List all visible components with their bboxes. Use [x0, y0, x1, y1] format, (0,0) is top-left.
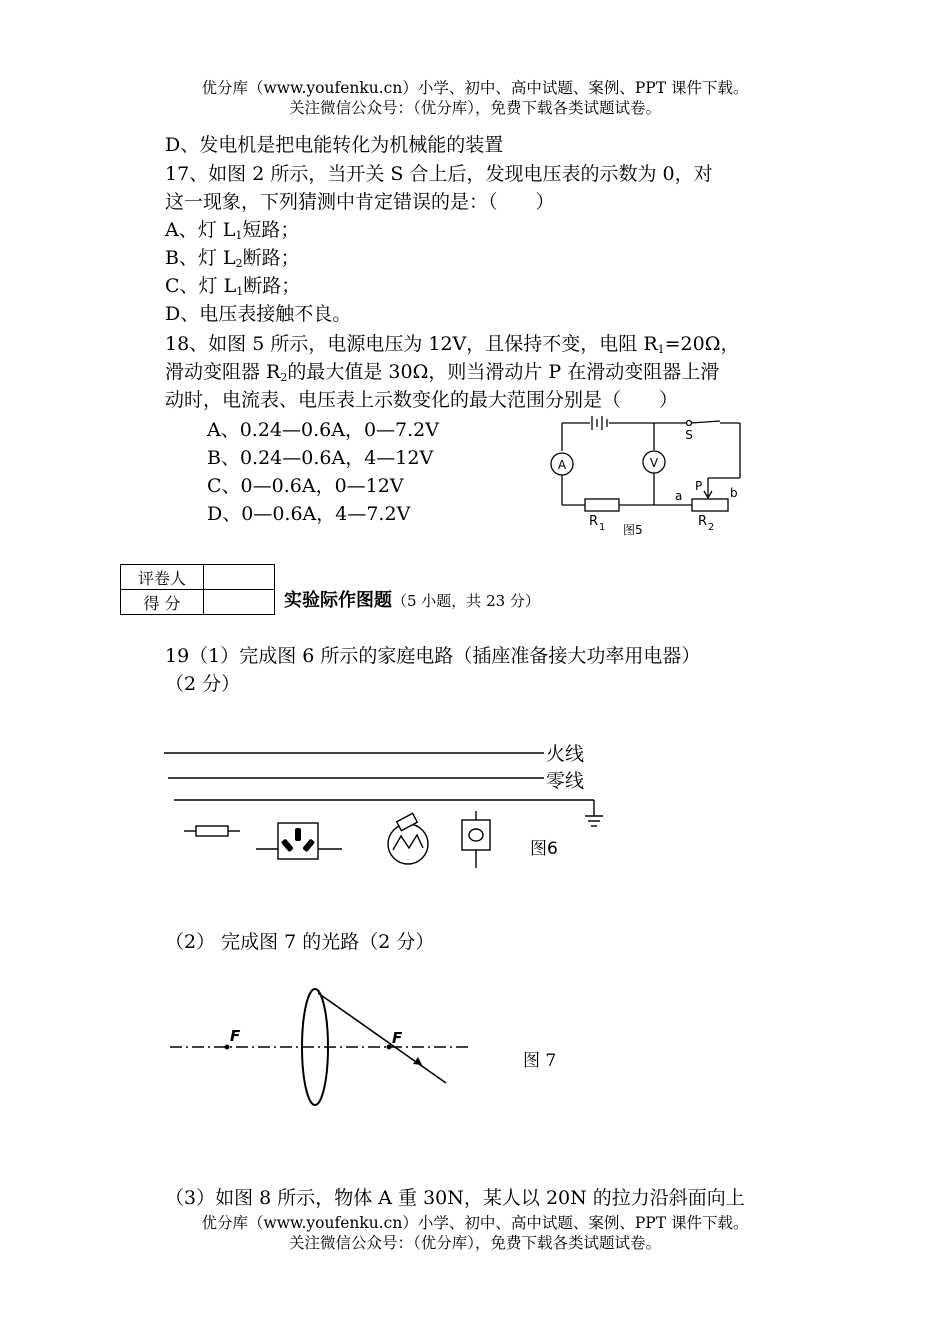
- section-note: （5 小题，共 23 分）: [392, 592, 540, 610]
- q18-stem-line-2: 滑动变阻器 $R_2$的最大值是 30Ω，则当滑动片 P 在滑动变阻器上滑: [165, 361, 720, 384]
- q18-stem-line-1: 18、如图 5 所示，电源电压为 12V，且保持不变，电阻 $R_1=20\Omega$，: [165, 333, 740, 356]
- end-a-label: a: [675, 489, 683, 503]
- end-b-label: b: [730, 486, 738, 500]
- scorer-label: 评卷人: [121, 565, 204, 590]
- r2-subscript: 2: [708, 522, 715, 533]
- header-line-1: 优分库（www.youfenku.cn）小学、初中、高中试题、案例、PPT 课件下载。: [201, 79, 749, 97]
- bulb-symbol: [388, 824, 428, 864]
- q19-part1-line-2: （2 分）: [165, 673, 241, 695]
- r1-label: R: [589, 514, 599, 529]
- q17-stem-line-2: 这一现象，下列猜测中肯定错误的是：（ ）: [165, 191, 555, 213]
- q18-stem-line-3: 动时，电流表、电压表上示数变化的最大范围分别是（ ）: [165, 389, 679, 411]
- q17-stem-line-1: 17、如图 2 所示，当开关 S 合上后，发现电压表的示数为 0，对: [165, 163, 713, 185]
- section-title: 实验际作图题: [284, 590, 392, 611]
- q18-option-d: D、0—0.6A，4—7.2V: [207, 503, 411, 525]
- slider-label: P: [695, 479, 703, 493]
- q19-part1-line-1: 19（1）完成图 6 所示的家庭电路（插座准备接大功率用电器）: [165, 645, 701, 667]
- voltmeter-label: V: [649, 456, 659, 470]
- q17-option-d: D、电压表接触不良。: [165, 303, 352, 325]
- header-line-2: 关注微信公众号：（优分库），免费下载各类试题试卷。: [288, 99, 661, 117]
- score-label: 得 分: [121, 590, 204, 615]
- r2-rheostat: [692, 499, 728, 511]
- q17-option-a: A、灯 $L_1$短路；: [165, 219, 300, 242]
- q18-option-c: C、0—0.6A，0—12V: [207, 475, 404, 497]
- section-heading: [284, 588, 540, 614]
- fuse-symbol: [196, 826, 228, 836]
- footer-line-2: 关注微信公众号：（优分库），免费下载各类试题试卷。: [288, 1234, 661, 1252]
- q17-option-b: B、灯 $L_2$断路；: [165, 247, 300, 270]
- r1-subscript: 1: [599, 522, 606, 533]
- neutral-wire-label: 零线: [546, 770, 585, 792]
- scorer-cell: [204, 565, 275, 590]
- figure-5-circuit: [548, 412, 748, 540]
- light-ray: [318, 993, 446, 1083]
- focus-right-point: [387, 1045, 392, 1050]
- q19-part2: （2） 完成图 7 的光路（2 分）: [165, 931, 435, 953]
- q18-option-a: A、0.24—0.6A，0—7.2V: [207, 419, 439, 441]
- r1-resistor: [585, 499, 619, 511]
- q17-option-c: C、灯 $L_1$断路；: [165, 275, 301, 298]
- figure-7-caption: 图 7: [523, 1051, 557, 1071]
- live-wire-label: 火线: [546, 743, 585, 765]
- q19-part3: （3）如图 8 所示，物体 A 重 30N，某人以 20N 的拉力沿斜面向上: [165, 1187, 745, 1209]
- score-table: [120, 564, 275, 615]
- focus-left-point: [225, 1045, 230, 1050]
- focus-right-label: F: [392, 1029, 403, 1047]
- figure-7-light-path: [165, 985, 475, 1115]
- focus-left-label: F: [230, 1027, 241, 1045]
- figure-5-caption: 图5: [623, 523, 643, 537]
- switch-symbol: [462, 820, 490, 850]
- figure-6-caption: 图6: [530, 839, 558, 859]
- figure-6-circuit: [160, 738, 620, 878]
- switch-label: S: [685, 428, 693, 442]
- ammeter-label: A: [557, 458, 567, 472]
- r2-label: R: [698, 514, 708, 529]
- q16-option-d: D、发电机是把电能转化为机械能的装置: [165, 134, 504, 156]
- q18-option-b: B、0.24—0.6A，4—12V: [207, 447, 434, 469]
- footer-line-1: 优分库（www.youfenku.cn）小学、初中、高中试题、案例、PPT 课件下载。: [201, 1214, 749, 1232]
- score-cell: [204, 590, 275, 615]
